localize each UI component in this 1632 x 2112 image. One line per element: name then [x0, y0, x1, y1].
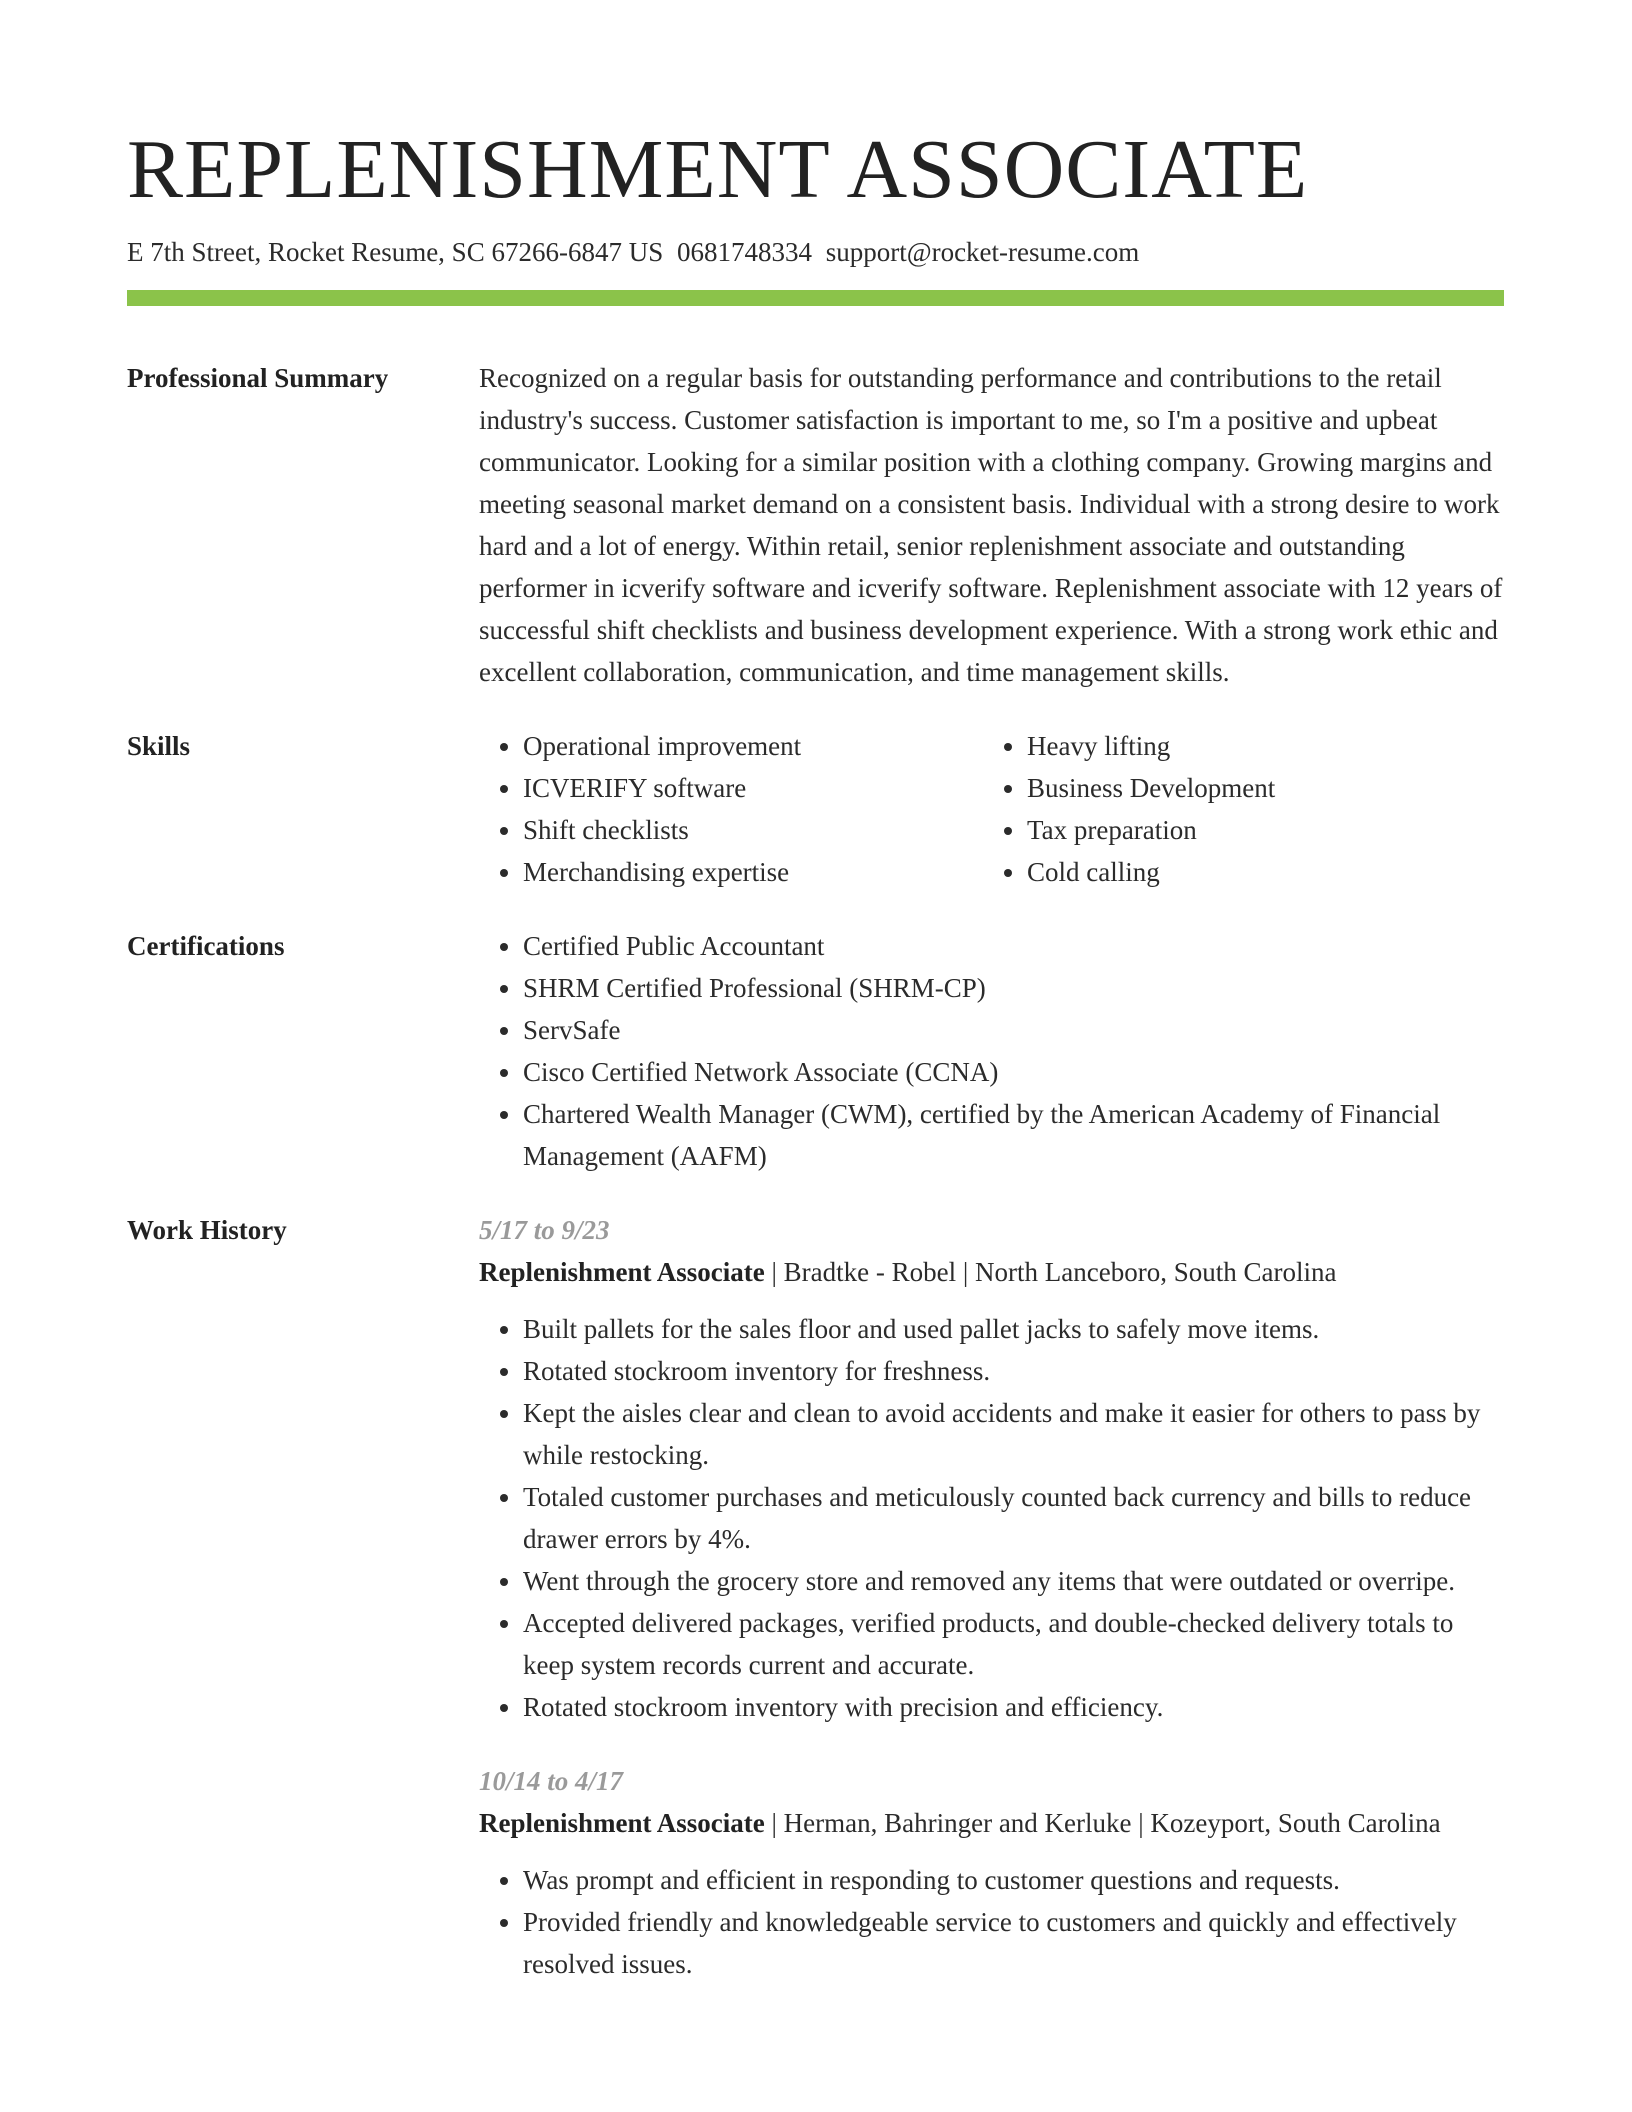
contact-phone: 0681748334 [676, 237, 812, 267]
certifications-section [127, 925, 1504, 1177]
work-history-section [127, 1209, 1504, 1985]
contact-address: E 7th Street, Rocket Resume, SC 67266-6847 US [127, 237, 664, 267]
job-duty: • Totaled customer purchases and meticulously counted back currency and bills to reduce drawer errors by 4%. [523, 1476, 1504, 1560]
skills-list-col2 [983, 725, 1487, 893]
certification-item: • SHRM Certified Professional (SHRM-CP) [523, 967, 1504, 1009]
job-duty: • Accepted delivered packages, verified products, and double-checked delivery totals to keep system records current and accurate. [523, 1602, 1504, 1686]
job-duty: • Built pallets for the sales floor and used pallet jacks to safely move items. [523, 1308, 1504, 1350]
job-duties-list [479, 1308, 1504, 1728]
professional-summary-section [127, 357, 1504, 693]
job-duty: • Rotated stockroom inventory with precision and efficiency. [523, 1686, 1504, 1728]
job-duty: • Was prompt and efficient in responding to customer questions and requests. [523, 1859, 1504, 1901]
certification-item: • Certified Public Accountant [523, 925, 1504, 967]
skill-item: • Business Development [1027, 767, 1487, 809]
job-title: Replenishment Associate [479, 1257, 765, 1287]
job-duty: • Went through the grocery store and removed any items that were outdated or overripe. [523, 1560, 1504, 1602]
job-duty: • Rotated stockroom inventory for freshness. [523, 1350, 1504, 1392]
certifications-list [479, 925, 1504, 1177]
contact-line [127, 234, 1504, 270]
job-duty: • Kept the aisles clear and clean to avoid accidents and make it easier for others to pass by while restocking. [523, 1392, 1504, 1476]
job-dates: 10/14 to 4/17 [479, 1766, 624, 1796]
job-duties-list [479, 1859, 1504, 1985]
job-entry [479, 1760, 1504, 1985]
skill-item: • ICVERIFY software [523, 767, 983, 809]
skill-item: • Merchandising expertise [523, 851, 983, 893]
job-entry [479, 1209, 1504, 1728]
skill-item: • Heavy lifting [1027, 725, 1487, 767]
certification-item: • ServSafe [523, 1009, 1504, 1051]
section-label-work-history: Work History [127, 1215, 287, 1245]
section-label-certifications: Certifications [127, 931, 285, 961]
section-label-skills: Skills [127, 731, 191, 761]
job-heading [479, 1802, 1504, 1844]
summary-text: Recognized on a regular basis for outstanding performance and contributions to the retail industry's success. Customer satisfaction is important to me, so I'm a positive and upbeat communicator. Looking for a similar position with a clothing company. Growing margins and meeting seasonal market demand on a consistent basis. Individual with a strong desire to work hard and a lot of energy. Within retail, senior replenishment associate and outstanding performer in icverify software and icverify software. Replenishment associate with 12 years of successful shift checklists and business development experience. With a strong work ethic and excellent collaboration, communication, and time management skills. [479, 363, 1503, 687]
certification-item: • Chartered Wealth Manager (CWM), certified by the American Academy of Financial Management (AAFM) [523, 1093, 1504, 1177]
contact-email: support@rocket-resume.com [825, 237, 1140, 267]
job-duty: • Provided friendly and knowledgeable service to customers and quickly and effectively resolved issues. [523, 1901, 1504, 1985]
job-heading [479, 1251, 1504, 1293]
skills-list-col1 [479, 725, 983, 893]
header-divider [127, 290, 1504, 306]
job-title: Replenishment Associate [479, 1808, 765, 1838]
job-employer-location: | Herman, Bahringer and Kerluke | Kozeyport, South Carolina [764, 1808, 1441, 1838]
certification-item: • Cisco Certified Network Associate (CCNA) [523, 1051, 1504, 1093]
skill-item: • Shift checklists [523, 809, 983, 851]
skill-item: • Cold calling [1027, 851, 1487, 893]
skills-section [127, 725, 1504, 893]
job-employer-location: | Bradtke - Robel | North Lanceboro, South Carolina [764, 1257, 1337, 1287]
resume-page [127, 0, 1504, 1985]
section-label-summary: Professional Summary [127, 363, 389, 393]
job-dates: 5/17 to 9/23 [479, 1215, 610, 1245]
skill-item: • Tax preparation [1027, 809, 1487, 851]
skill-item: • Operational improvement [523, 725, 983, 767]
resume-name: REPLENISHMENT ASSOCIATE [127, 123, 1309, 216]
